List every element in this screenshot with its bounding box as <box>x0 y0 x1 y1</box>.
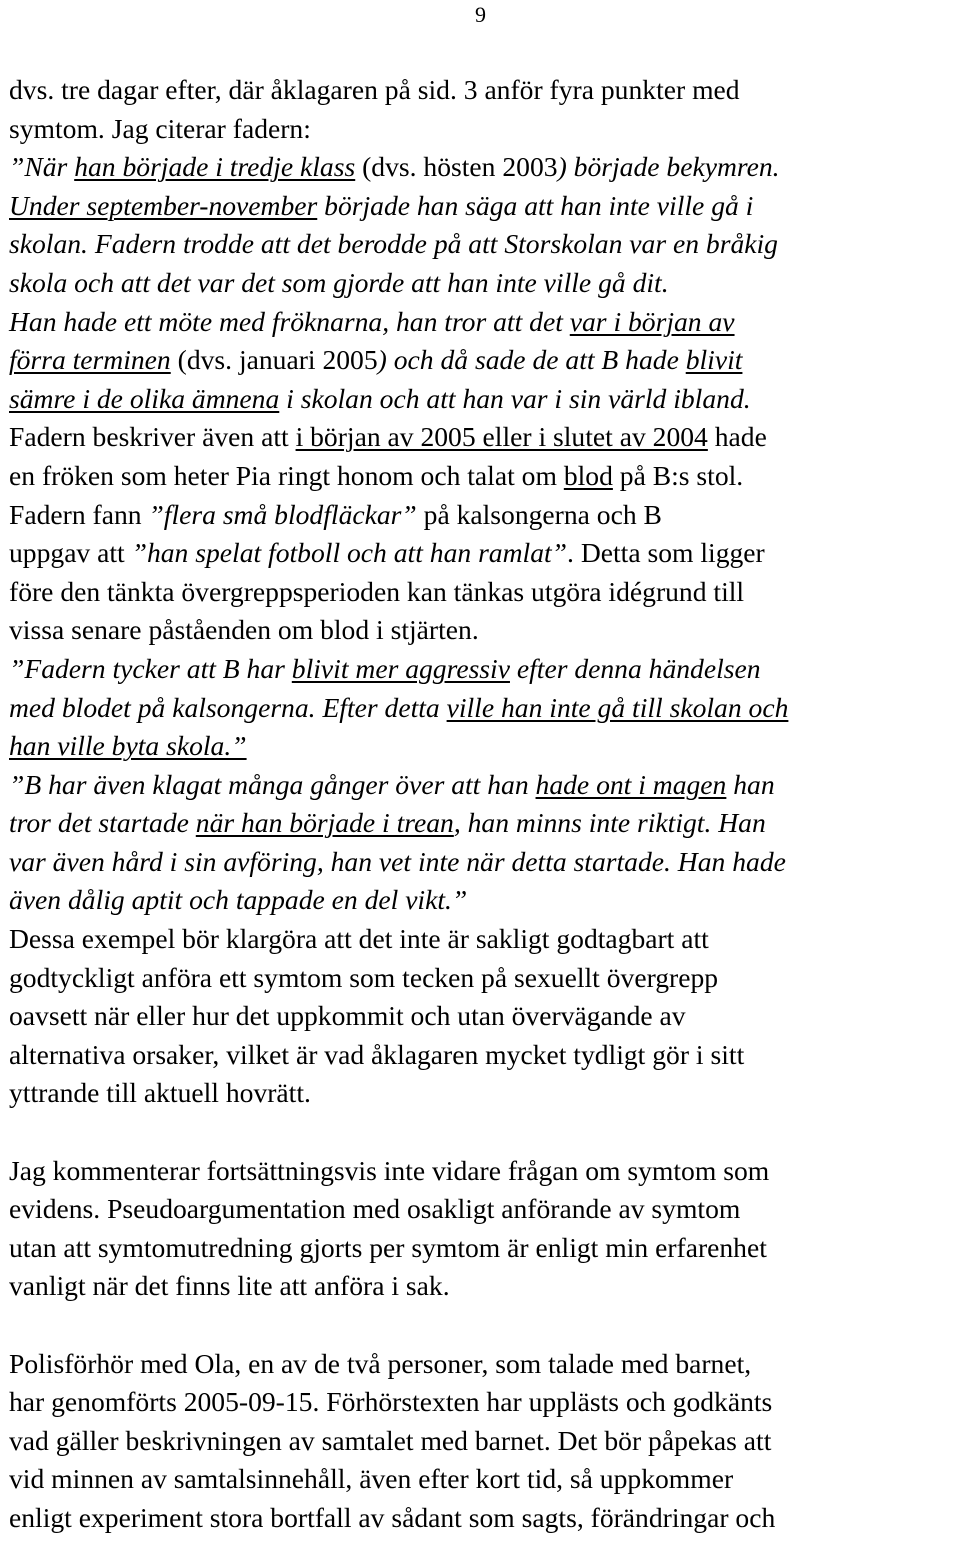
text-line <box>9 303 957 342</box>
text-line <box>9 1460 957 1499</box>
text-line <box>9 881 957 920</box>
text-run: Polisförhör med Ola, en av de två personer, som talade med barnet, <box>9 1347 752 1379</box>
text-line <box>9 573 957 612</box>
text-run: dvs. tre dagar efter, där åklagaren på sid. 3 anför fyra punkter med <box>9 74 740 105</box>
page-number: 9 <box>475 2 486 27</box>
text-run: på B:s stol. <box>612 459 744 491</box>
text-run: vanligt när det finns lite att anföra i sak. <box>9 1270 450 1302</box>
quoted-text: var även hård i sin avföring, han vet inte när detta startade. Han hade <box>9 845 786 877</box>
text-line <box>9 843 957 882</box>
text-run: Fadern fann <box>9 498 149 530</box>
text-line <box>9 1267 957 1306</box>
quoted-text: ) började bekymren. <box>557 151 780 183</box>
text-run: evidens. Pseudoargumentation med osakligt anförande av symtom <box>9 1193 741 1225</box>
underlined-text: blod <box>563 459 613 491</box>
underlined-text: sämre i de olika ämnena <box>9 382 280 414</box>
quoted-text: ”han spelat fotboll och att han ramlat” <box>131 537 568 569</box>
text-line <box>9 727 957 766</box>
quoted-text: , han minns inte riktigt. Han <box>453 807 766 839</box>
quoted-text: han <box>726 768 775 800</box>
text-run: vissa senare påståenden om blod i stjärten. <box>9 614 479 646</box>
text-line <box>9 1229 957 1268</box>
text-line <box>9 650 957 689</box>
underlined-text: i början av 2005 eller i slutet av 2004 <box>295 421 708 453</box>
text-run: symtom. Jag citerar fadern: <box>9 112 311 144</box>
underlined-text: var i början av <box>569 305 735 337</box>
quoted-text: ) och då sade de att B hade <box>377 344 686 376</box>
underlined-text: hade ont i magen <box>535 768 727 800</box>
text-run: på kalsongerna och B <box>416 498 662 530</box>
underlined-text: blivit mer aggressiv <box>291 652 510 684</box>
text-run: (dvs. hösten 2003 <box>355 151 558 183</box>
text-line <box>9 148 957 187</box>
text-run: enligt experiment stora bortfall av sådant som sagts, förändringar och <box>9 1501 776 1533</box>
text-run: utan att symtomutredning gjorts per symtom är enligt min erfarenhet <box>9 1231 767 1263</box>
text-line <box>9 804 957 843</box>
text-line <box>9 264 957 303</box>
quoted-text: ”B har även klagat många gånger över att han <box>9 768 536 800</box>
text-run: vad gäller beskrivningen av samtalet med barnet. Det bör påpekas att <box>9 1424 772 1456</box>
quoted-text: började han säga att han inte ville gå i <box>317 189 754 221</box>
text-line <box>9 959 957 998</box>
document-body-text <box>9 71 957 1538</box>
text-line <box>9 110 957 149</box>
text-line <box>9 225 957 264</box>
text-run: yttrande till aktuell hovrätt. <box>9 1077 311 1109</box>
text-line <box>9 1345 957 1384</box>
text-line <box>9 997 957 1036</box>
quoted-text: med blodet på kalsongerna. Efter detta <box>9 691 447 723</box>
text-line <box>9 457 957 496</box>
text-run: oavsett när eller hur det uppkommit och utan övervägande av <box>9 1000 686 1032</box>
text-line <box>9 534 957 573</box>
text-line <box>9 341 957 380</box>
quoted-text: ”Fadern tycker att B har <box>9 652 292 684</box>
quoted-text: i skolan och att han var i sin värld ibland. <box>279 382 751 414</box>
underlined-text: Under september-november <box>9 189 318 221</box>
text-line <box>9 71 957 110</box>
underlined-text: när han började i trean <box>195 807 454 839</box>
text-run: en fröken som heter Pia ringt honom och talat om <box>9 459 564 491</box>
text-run: . Detta som ligger <box>567 537 765 569</box>
text-run: (dvs. januari 2005 <box>170 344 378 376</box>
underlined-text: förra terminen <box>9 344 171 376</box>
quoted-text: efter denna händelsen <box>509 652 761 684</box>
text-line <box>9 1074 957 1113</box>
text-line <box>9 611 957 650</box>
text-run: Jag kommenterar fortsättningsvis inte vidare frågan om symtom som <box>9 1154 770 1186</box>
text-run: vid minnen av samtalsinnehåll, även efter kort tid, så uppkommer <box>9 1463 734 1495</box>
text-run: uppgav att <box>9 537 132 569</box>
text-run: Dessa exempel bör klargöra att det inte är sakligt godtagbart att <box>9 923 709 955</box>
quoted-text: ”flera små blodfläckar” <box>148 498 417 530</box>
underlined-text: han började i tredje klass <box>74 151 356 183</box>
text-run: hade <box>707 421 767 453</box>
quoted-text: skola och att det var det som gjorde att han inte ville gå dit. <box>9 266 669 298</box>
paragraph-gap <box>9 1113 957 1152</box>
text-run: Fadern beskriver även att <box>9 421 296 453</box>
quoted-text: ”När <box>9 151 75 183</box>
text-line <box>9 1152 957 1191</box>
text-run: godtyckligt anföra ett symtom som tecken på sexuellt övergrepp <box>9 961 719 993</box>
text-line <box>9 689 957 728</box>
underlined-text: ville han inte gå till skolan och <box>446 691 789 723</box>
text-line <box>9 380 957 419</box>
text-run: har genomförts 2005-09-15. Förhörstexten har upplästs och godkänts <box>9 1386 773 1418</box>
quoted-text: även dålig aptit och tappade en del vikt.” <box>9 884 468 916</box>
text-line <box>9 418 957 457</box>
text-run: före den tänkta övergreppsperioden kan tänkas utgöra idégrund till <box>9 575 745 607</box>
text-line <box>9 1190 957 1229</box>
text-line <box>9 766 957 805</box>
text-run: alternativa orsaker, vilket är vad åklagaren mycket tydligt gör i sitt <box>9 1038 745 1070</box>
quoted-text: tror det startade <box>9 807 196 839</box>
quoted-text: skolan. Fadern trodde att det berodde på att Storskolan var en bråkig <box>9 228 778 260</box>
text-line <box>9 1383 957 1422</box>
underlined-text: blivit <box>685 344 743 376</box>
text-line <box>9 496 957 535</box>
quoted-text: Han hade ett möte med fröknarna, han tror att det <box>9 305 570 337</box>
text-line <box>9 920 957 959</box>
underlined-text: han ville byta skola.” <box>9 730 247 762</box>
text-line <box>9 1499 957 1538</box>
paragraph-gap <box>9 1306 957 1345</box>
text-line <box>9 1036 957 1075</box>
text-line <box>9 1422 957 1461</box>
text-line <box>9 187 957 226</box>
